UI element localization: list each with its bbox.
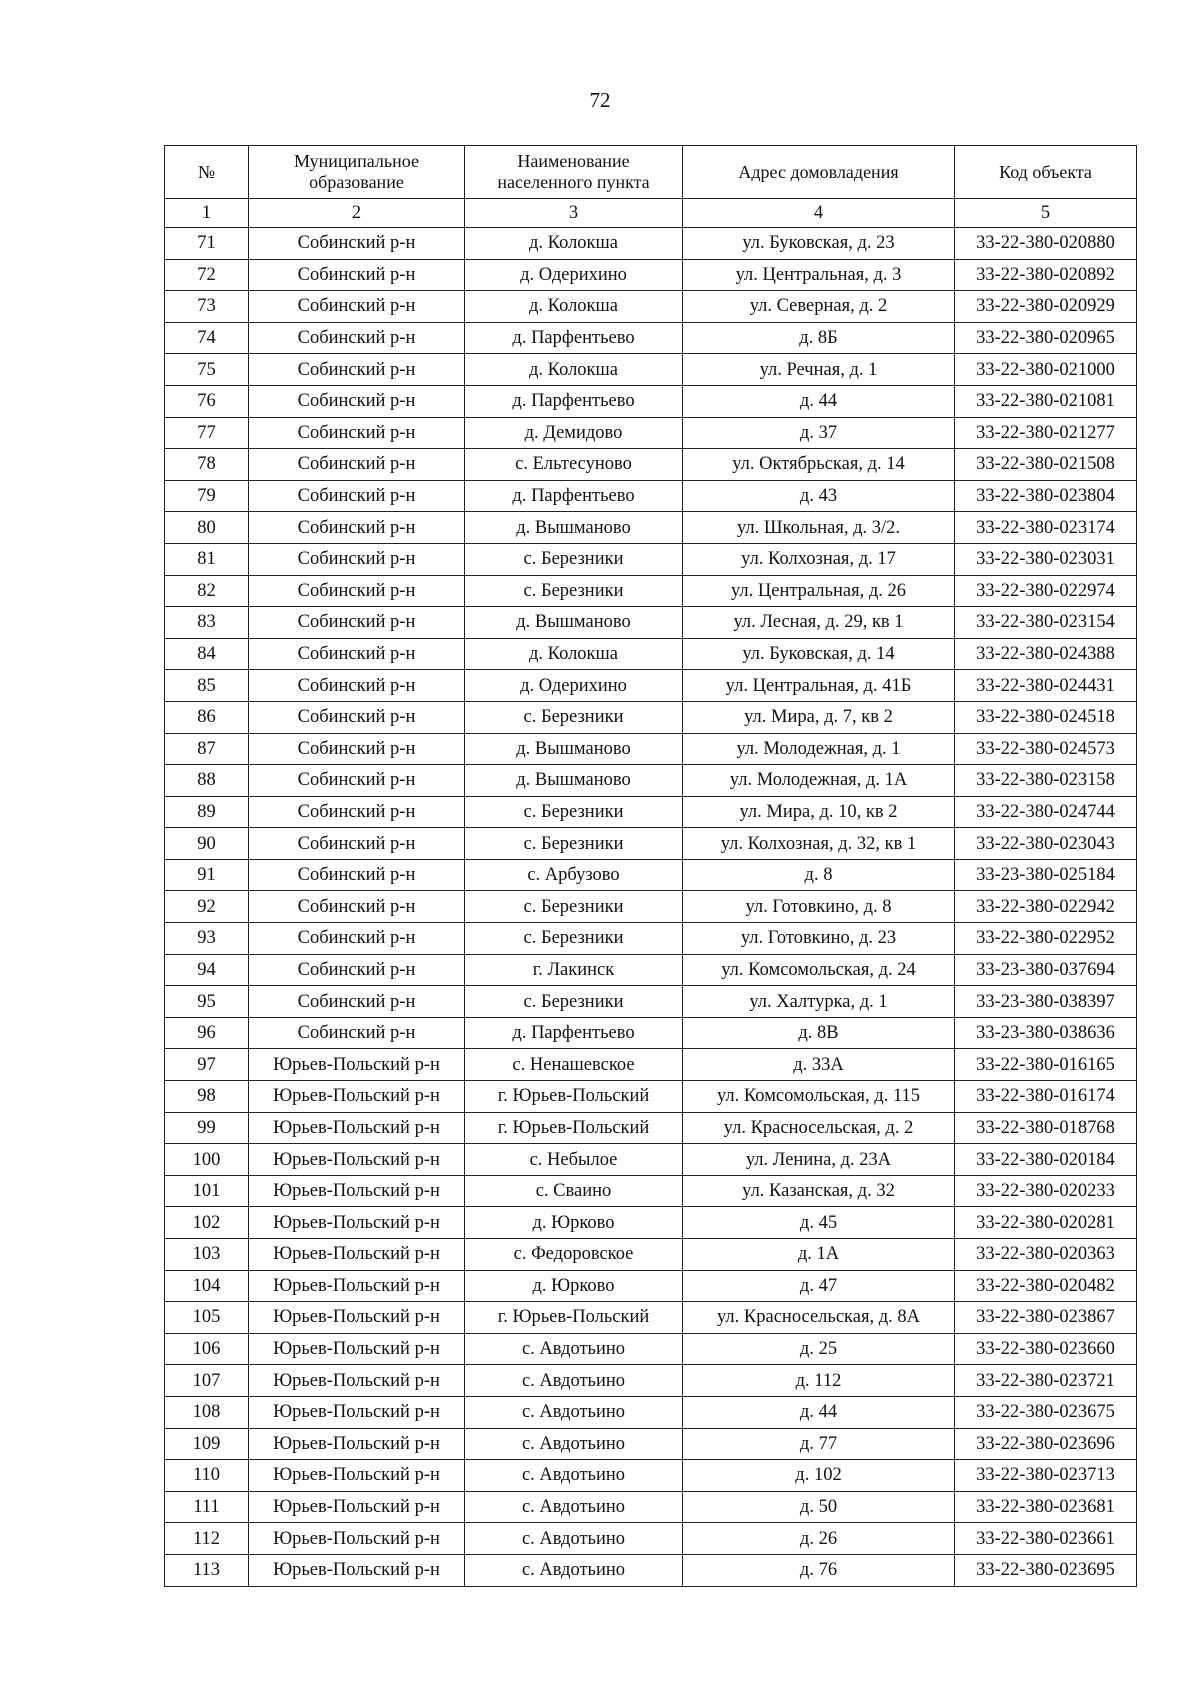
table-header [165, 146, 1137, 228]
cell-municipality: Юрьев-Польский р-н [249, 1554, 465, 1586]
cell-municipality: Юрьев-Польский р-н [249, 1428, 465, 1460]
cell-object-code: 33-22-380-023675 [955, 1396, 1137, 1428]
cell-number: 92 [165, 891, 249, 923]
cell-address: ул. Колхозная, д. 17 [683, 543, 955, 575]
table-row [165, 354, 1137, 386]
cell-number: 103 [165, 1239, 249, 1271]
cell-object-code: 33-22-380-022942 [955, 891, 1137, 923]
cell-municipality: Собинский р-н [249, 354, 465, 386]
cell-address: д. 8Б [683, 322, 955, 354]
table-row [165, 923, 1137, 955]
column-number-row [165, 199, 1137, 228]
cell-settlement: д. Одерихино [465, 670, 683, 702]
cell-settlement: г. Лакинск [465, 954, 683, 986]
cell-object-code: 33-22-380-023681 [955, 1491, 1137, 1523]
cell-object-code: 33-22-380-021081 [955, 385, 1137, 417]
cell-object-code: 33-22-380-023695 [955, 1554, 1137, 1586]
cell-address: ул. Мира, д. 7, кв 2 [683, 701, 955, 733]
cell-municipality: Юрьев-Польский р-н [249, 1049, 465, 1081]
cell-number: 76 [165, 385, 249, 417]
page-number: 72 [589, 88, 611, 112]
cell-number: 113 [165, 1554, 249, 1586]
cell-municipality: Собинский р-н [249, 385, 465, 417]
cell-number: 105 [165, 1302, 249, 1334]
cell-address: ул. Речная, д. 1 [683, 354, 955, 386]
cell-address: ул. Готовкино, д. 8 [683, 891, 955, 923]
cell-address: ул. Школьная, д. 3/2. [683, 512, 955, 544]
table-row [165, 543, 1137, 575]
table-row [165, 385, 1137, 417]
table-row [165, 1144, 1137, 1176]
cell-number: 88 [165, 765, 249, 797]
column-number: 2 [249, 199, 465, 228]
cell-settlement: д. Вышманово [465, 607, 683, 639]
header-row [165, 146, 1137, 199]
table-row [165, 512, 1137, 544]
cell-municipality: Собинский р-н [249, 765, 465, 797]
cell-number: 106 [165, 1333, 249, 1365]
table-row [165, 259, 1137, 291]
cell-number: 82 [165, 575, 249, 607]
cell-object-code: 33-22-380-021508 [955, 449, 1137, 481]
cell-address: ул. Комсомольская, д. 24 [683, 954, 955, 986]
cell-municipality: Юрьев-Польский р-н [249, 1523, 465, 1555]
cell-address: ул. Центральная, д. 3 [683, 259, 955, 291]
cell-number: 79 [165, 480, 249, 512]
cell-address: д. 112 [683, 1365, 955, 1397]
cell-settlement: д. Вышманово [465, 733, 683, 765]
cell-address: ул. Молодежная, д. 1А [683, 765, 955, 797]
cell-settlement: с. Небылое [465, 1144, 683, 1176]
cell-municipality: Собинский р-н [249, 607, 465, 639]
table-row [165, 891, 1137, 923]
table-row [165, 322, 1137, 354]
cell-number: 98 [165, 1081, 249, 1113]
cell-object-code: 33-23-380-025184 [955, 859, 1137, 891]
cell-number: 111 [165, 1491, 249, 1523]
cell-settlement: д. Демидово [465, 417, 683, 449]
cell-address: д. 47 [683, 1270, 955, 1302]
cell-settlement: с. Федоровское [465, 1239, 683, 1271]
cell-object-code: 33-22-380-020281 [955, 1207, 1137, 1239]
cell-address: д. 44 [683, 385, 955, 417]
header-settlement: Наименование населенного пункта [465, 146, 683, 199]
table-row [165, 291, 1137, 323]
table-body [165, 228, 1137, 1587]
registry-table [164, 145, 1137, 1587]
cell-object-code: 33-22-380-024388 [955, 638, 1137, 670]
cell-address: д. 25 [683, 1333, 955, 1365]
cell-address: д. 8 [683, 859, 955, 891]
cell-number: 74 [165, 322, 249, 354]
cell-address: ул. Готовкино, д. 23 [683, 923, 955, 955]
cell-settlement: д. Парфентьево [465, 1017, 683, 1049]
cell-object-code: 33-22-380-021277 [955, 417, 1137, 449]
column-number: 1 [165, 199, 249, 228]
cell-address: ул. Ленина, д. 23А [683, 1144, 955, 1176]
cell-address: д. 76 [683, 1554, 955, 1586]
cell-settlement: с. Авдотьино [465, 1365, 683, 1397]
cell-number: 99 [165, 1112, 249, 1144]
cell-object-code: 33-22-380-024431 [955, 670, 1137, 702]
cell-object-code: 33-22-380-020965 [955, 322, 1137, 354]
cell-municipality: Собинский р-н [249, 575, 465, 607]
cell-number: 110 [165, 1460, 249, 1492]
cell-settlement: с. Березники [465, 575, 683, 607]
cell-settlement: с. Березники [465, 796, 683, 828]
cell-municipality: Юрьев-Польский р-н [249, 1396, 465, 1428]
column-number: 4 [683, 199, 955, 228]
cell-settlement: д. Юрково [465, 1270, 683, 1302]
cell-address: д. 44 [683, 1396, 955, 1428]
cell-number: 91 [165, 859, 249, 891]
cell-object-code: 33-22-380-020233 [955, 1175, 1137, 1207]
cell-settlement: с. Авдотьино [465, 1428, 683, 1460]
table-row [165, 1081, 1137, 1113]
cell-municipality: Собинский р-н [249, 291, 465, 323]
table-row [165, 1365, 1137, 1397]
cell-number: 108 [165, 1396, 249, 1428]
cell-municipality: Собинский р-н [249, 512, 465, 544]
table-row [165, 1333, 1137, 1365]
cell-address: д. 33А [683, 1049, 955, 1081]
cell-object-code: 33-22-380-024573 [955, 733, 1137, 765]
cell-object-code: 33-22-380-023660 [955, 1333, 1137, 1365]
cell-object-code: 33-22-380-020482 [955, 1270, 1137, 1302]
cell-address: д. 8В [683, 1017, 955, 1049]
table-row [165, 1239, 1137, 1271]
cell-object-code: 33-22-380-023867 [955, 1302, 1137, 1334]
cell-settlement: д. Колокша [465, 638, 683, 670]
cell-object-code: 33-22-380-020880 [955, 228, 1137, 260]
cell-municipality: Юрьев-Польский р-н [249, 1207, 465, 1239]
cell-settlement: с. Авдотьино [465, 1554, 683, 1586]
cell-municipality: Собинский р-н [249, 891, 465, 923]
cell-object-code: 33-23-380-038636 [955, 1017, 1137, 1049]
cell-number: 89 [165, 796, 249, 828]
cell-number: 93 [165, 923, 249, 955]
header-number: № [165, 146, 249, 199]
table-row [165, 1017, 1137, 1049]
table-row [165, 1049, 1137, 1081]
cell-municipality: Собинский р-н [249, 923, 465, 955]
cell-municipality: Юрьев-Польский р-н [249, 1365, 465, 1397]
table-row [165, 607, 1137, 639]
table-row [165, 1302, 1137, 1334]
cell-municipality: Собинский р-н [249, 322, 465, 354]
cell-settlement: д. Колокша [465, 228, 683, 260]
cell-municipality: Юрьев-Польский р-н [249, 1460, 465, 1492]
cell-address: д. 43 [683, 480, 955, 512]
cell-settlement: д. Вышманово [465, 512, 683, 544]
cell-address: ул. Халтурка, д. 1 [683, 986, 955, 1018]
cell-address: ул. Красносельская, д. 8А [683, 1302, 955, 1334]
cell-number: 80 [165, 512, 249, 544]
cell-settlement: г. Юрьев-Польский [465, 1302, 683, 1334]
table-row [165, 1112, 1137, 1144]
column-number: 3 [465, 199, 683, 228]
cell-settlement: с. Березники [465, 543, 683, 575]
cell-settlement: г. Юрьев-Польский [465, 1112, 683, 1144]
cell-object-code: 33-22-380-020184 [955, 1144, 1137, 1176]
cell-address: ул. Мира, д. 10, кв 2 [683, 796, 955, 828]
cell-number: 78 [165, 449, 249, 481]
cell-object-code: 33-22-380-022952 [955, 923, 1137, 955]
cell-number: 96 [165, 1017, 249, 1049]
table-row [165, 1523, 1137, 1555]
cell-number: 101 [165, 1175, 249, 1207]
cell-object-code: 33-22-380-023174 [955, 512, 1137, 544]
cell-object-code: 33-22-380-023031 [955, 543, 1137, 575]
cell-municipality: Собинский р-н [249, 1017, 465, 1049]
table-row [165, 228, 1137, 260]
cell-object-code: 33-22-380-016165 [955, 1049, 1137, 1081]
table-row [165, 449, 1137, 481]
cell-number: 73 [165, 291, 249, 323]
table-row [165, 1491, 1137, 1523]
cell-address: ул. Центральная, д. 26 [683, 575, 955, 607]
table-row [165, 796, 1137, 828]
cell-object-code: 33-22-380-023661 [955, 1523, 1137, 1555]
cell-object-code: 33-22-380-023158 [955, 765, 1137, 797]
header-municipality: Муниципальное образование [249, 146, 465, 199]
cell-municipality: Собинский р-н [249, 449, 465, 481]
cell-address: ул. Молодежная, д. 1 [683, 733, 955, 765]
cell-object-code: 33-23-380-037694 [955, 954, 1137, 986]
cell-number: 109 [165, 1428, 249, 1460]
cell-municipality: Юрьев-Польский р-н [249, 1239, 465, 1271]
cell-settlement: д. Колокша [465, 354, 683, 386]
table-row [165, 1207, 1137, 1239]
cell-object-code: 33-22-380-023696 [955, 1428, 1137, 1460]
cell-settlement: с. Березники [465, 828, 683, 860]
cell-address: д. 26 [683, 1523, 955, 1555]
cell-object-code: 33-22-380-023154 [955, 607, 1137, 639]
cell-object-code: 33-22-380-016174 [955, 1081, 1137, 1113]
cell-object-code: 33-22-380-023043 [955, 828, 1137, 860]
cell-settlement: с. Авдотьино [465, 1333, 683, 1365]
cell-number: 86 [165, 701, 249, 733]
cell-object-code: 33-22-380-024518 [955, 701, 1137, 733]
table-row [165, 828, 1137, 860]
cell-municipality: Собинский р-н [249, 543, 465, 575]
cell-address: ул. Октябрьская, д. 14 [683, 449, 955, 481]
table-row [165, 859, 1137, 891]
cell-object-code: 33-22-380-020929 [955, 291, 1137, 323]
cell-object-code: 33-22-380-020892 [955, 259, 1137, 291]
cell-object-code: 33-22-380-023721 [955, 1365, 1137, 1397]
cell-address: д. 37 [683, 417, 955, 449]
cell-address: ул. Северная, д. 2 [683, 291, 955, 323]
cell-municipality: Собинский р-н [249, 638, 465, 670]
cell-municipality: Собинский р-н [249, 480, 465, 512]
table-row [165, 480, 1137, 512]
cell-municipality: Собинский р-н [249, 417, 465, 449]
cell-number: 90 [165, 828, 249, 860]
cell-municipality: Собинский р-н [249, 670, 465, 702]
cell-settlement: д. Вышманово [465, 765, 683, 797]
cell-municipality: Собинский р-н [249, 859, 465, 891]
cell-municipality: Собинский р-н [249, 986, 465, 1018]
cell-number: 100 [165, 1144, 249, 1176]
cell-municipality: Юрьев-Польский р-н [249, 1144, 465, 1176]
cell-settlement: д. Юрково [465, 1207, 683, 1239]
cell-address: ул. Казанская, д. 32 [683, 1175, 955, 1207]
table-row [165, 1175, 1137, 1207]
table-row [165, 417, 1137, 449]
cell-number: 75 [165, 354, 249, 386]
cell-number: 112 [165, 1523, 249, 1555]
table-row [165, 701, 1137, 733]
cell-municipality: Собинский р-н [249, 228, 465, 260]
cell-object-code: 33-22-380-023804 [955, 480, 1137, 512]
cell-settlement: д. Колокша [465, 291, 683, 323]
cell-number: 83 [165, 607, 249, 639]
table-row [165, 1460, 1137, 1492]
cell-number: 94 [165, 954, 249, 986]
cell-address: д. 1А [683, 1239, 955, 1271]
table-row [165, 733, 1137, 765]
header-address: Адрес домовладения [683, 146, 955, 199]
cell-object-code: 33-22-380-021000 [955, 354, 1137, 386]
cell-settlement: с. Авдотьино [465, 1523, 683, 1555]
cell-address: ул. Колхозная, д. 32, кв 1 [683, 828, 955, 860]
cell-object-code: 33-22-380-018768 [955, 1112, 1137, 1144]
cell-settlement: с. Ельтесуново [465, 449, 683, 481]
cell-number: 107 [165, 1365, 249, 1397]
table-row [165, 986, 1137, 1018]
cell-municipality: Юрьев-Польский р-н [249, 1175, 465, 1207]
cell-municipality: Юрьев-Польский р-н [249, 1333, 465, 1365]
cell-municipality: Юрьев-Польский р-н [249, 1081, 465, 1113]
cell-object-code: 33-22-380-022974 [955, 575, 1137, 607]
table-row [165, 638, 1137, 670]
cell-settlement: с. Сваино [465, 1175, 683, 1207]
cell-municipality: Собинский р-н [249, 828, 465, 860]
table-row [165, 670, 1137, 702]
cell-address: ул. Комсомольская, д. 115 [683, 1081, 955, 1113]
cell-municipality: Юрьев-Польский р-н [249, 1112, 465, 1144]
cell-settlement: с. Авдотьино [465, 1396, 683, 1428]
cell-address: ул. Лесная, д. 29, кв 1 [683, 607, 955, 639]
cell-address: д. 50 [683, 1491, 955, 1523]
cell-settlement: д. Одерихино [465, 259, 683, 291]
table-row [165, 575, 1137, 607]
cell-municipality: Собинский р-н [249, 796, 465, 828]
cell-settlement: с. Ненашевское [465, 1049, 683, 1081]
cell-settlement: с. Березники [465, 891, 683, 923]
table-row [165, 765, 1137, 797]
cell-municipality: Собинский р-н [249, 259, 465, 291]
column-number: 5 [955, 199, 1137, 228]
cell-number: 87 [165, 733, 249, 765]
cell-address: д. 45 [683, 1207, 955, 1239]
cell-object-code: 33-22-380-024744 [955, 796, 1137, 828]
cell-number: 77 [165, 417, 249, 449]
cell-municipality: Юрьев-Польский р-н [249, 1302, 465, 1334]
cell-number: 84 [165, 638, 249, 670]
cell-address: ул. Буковская, д. 14 [683, 638, 955, 670]
table-row [165, 1396, 1137, 1428]
cell-settlement: с. Авдотьино [465, 1491, 683, 1523]
cell-address: д. 102 [683, 1460, 955, 1492]
cell-settlement: д. Парфентьево [465, 480, 683, 512]
table-row [165, 1428, 1137, 1460]
cell-municipality: Собинский р-н [249, 701, 465, 733]
header-object-code: Код объекта [955, 146, 1137, 199]
cell-object-code: 33-23-380-038397 [955, 986, 1137, 1018]
cell-number: 95 [165, 986, 249, 1018]
cell-settlement: г. Юрьев-Польский [465, 1081, 683, 1113]
cell-object-code: 33-22-380-023713 [955, 1460, 1137, 1492]
cell-number: 81 [165, 543, 249, 575]
cell-settlement: д. Парфентьево [465, 385, 683, 417]
cell-number: 72 [165, 259, 249, 291]
cell-municipality: Собинский р-н [249, 954, 465, 986]
cell-address: ул. Центральная, д. 41Б [683, 670, 955, 702]
cell-municipality: Юрьев-Польский р-н [249, 1270, 465, 1302]
cell-settlement: с. Березники [465, 986, 683, 1018]
cell-municipality: Юрьев-Польский р-н [249, 1491, 465, 1523]
table-row [165, 954, 1137, 986]
cell-number: 71 [165, 228, 249, 260]
cell-object-code: 33-22-380-020363 [955, 1239, 1137, 1271]
cell-number: 85 [165, 670, 249, 702]
cell-settlement: с. Березники [465, 701, 683, 733]
cell-number: 102 [165, 1207, 249, 1239]
cell-settlement: с. Березники [465, 923, 683, 955]
cell-number: 97 [165, 1049, 249, 1081]
cell-settlement: с. Арбузово [465, 859, 683, 891]
table-row [165, 1270, 1137, 1302]
cell-settlement: д. Парфентьево [465, 322, 683, 354]
cell-municipality: Собинский р-н [249, 733, 465, 765]
cell-address: д. 77 [683, 1428, 955, 1460]
cell-address: ул. Буковская, д. 23 [683, 228, 955, 260]
cell-settlement: с. Авдотьино [465, 1460, 683, 1492]
cell-number: 104 [165, 1270, 249, 1302]
table-row [165, 1554, 1137, 1586]
cell-address: ул. Красносельская, д. 2 [683, 1112, 955, 1144]
